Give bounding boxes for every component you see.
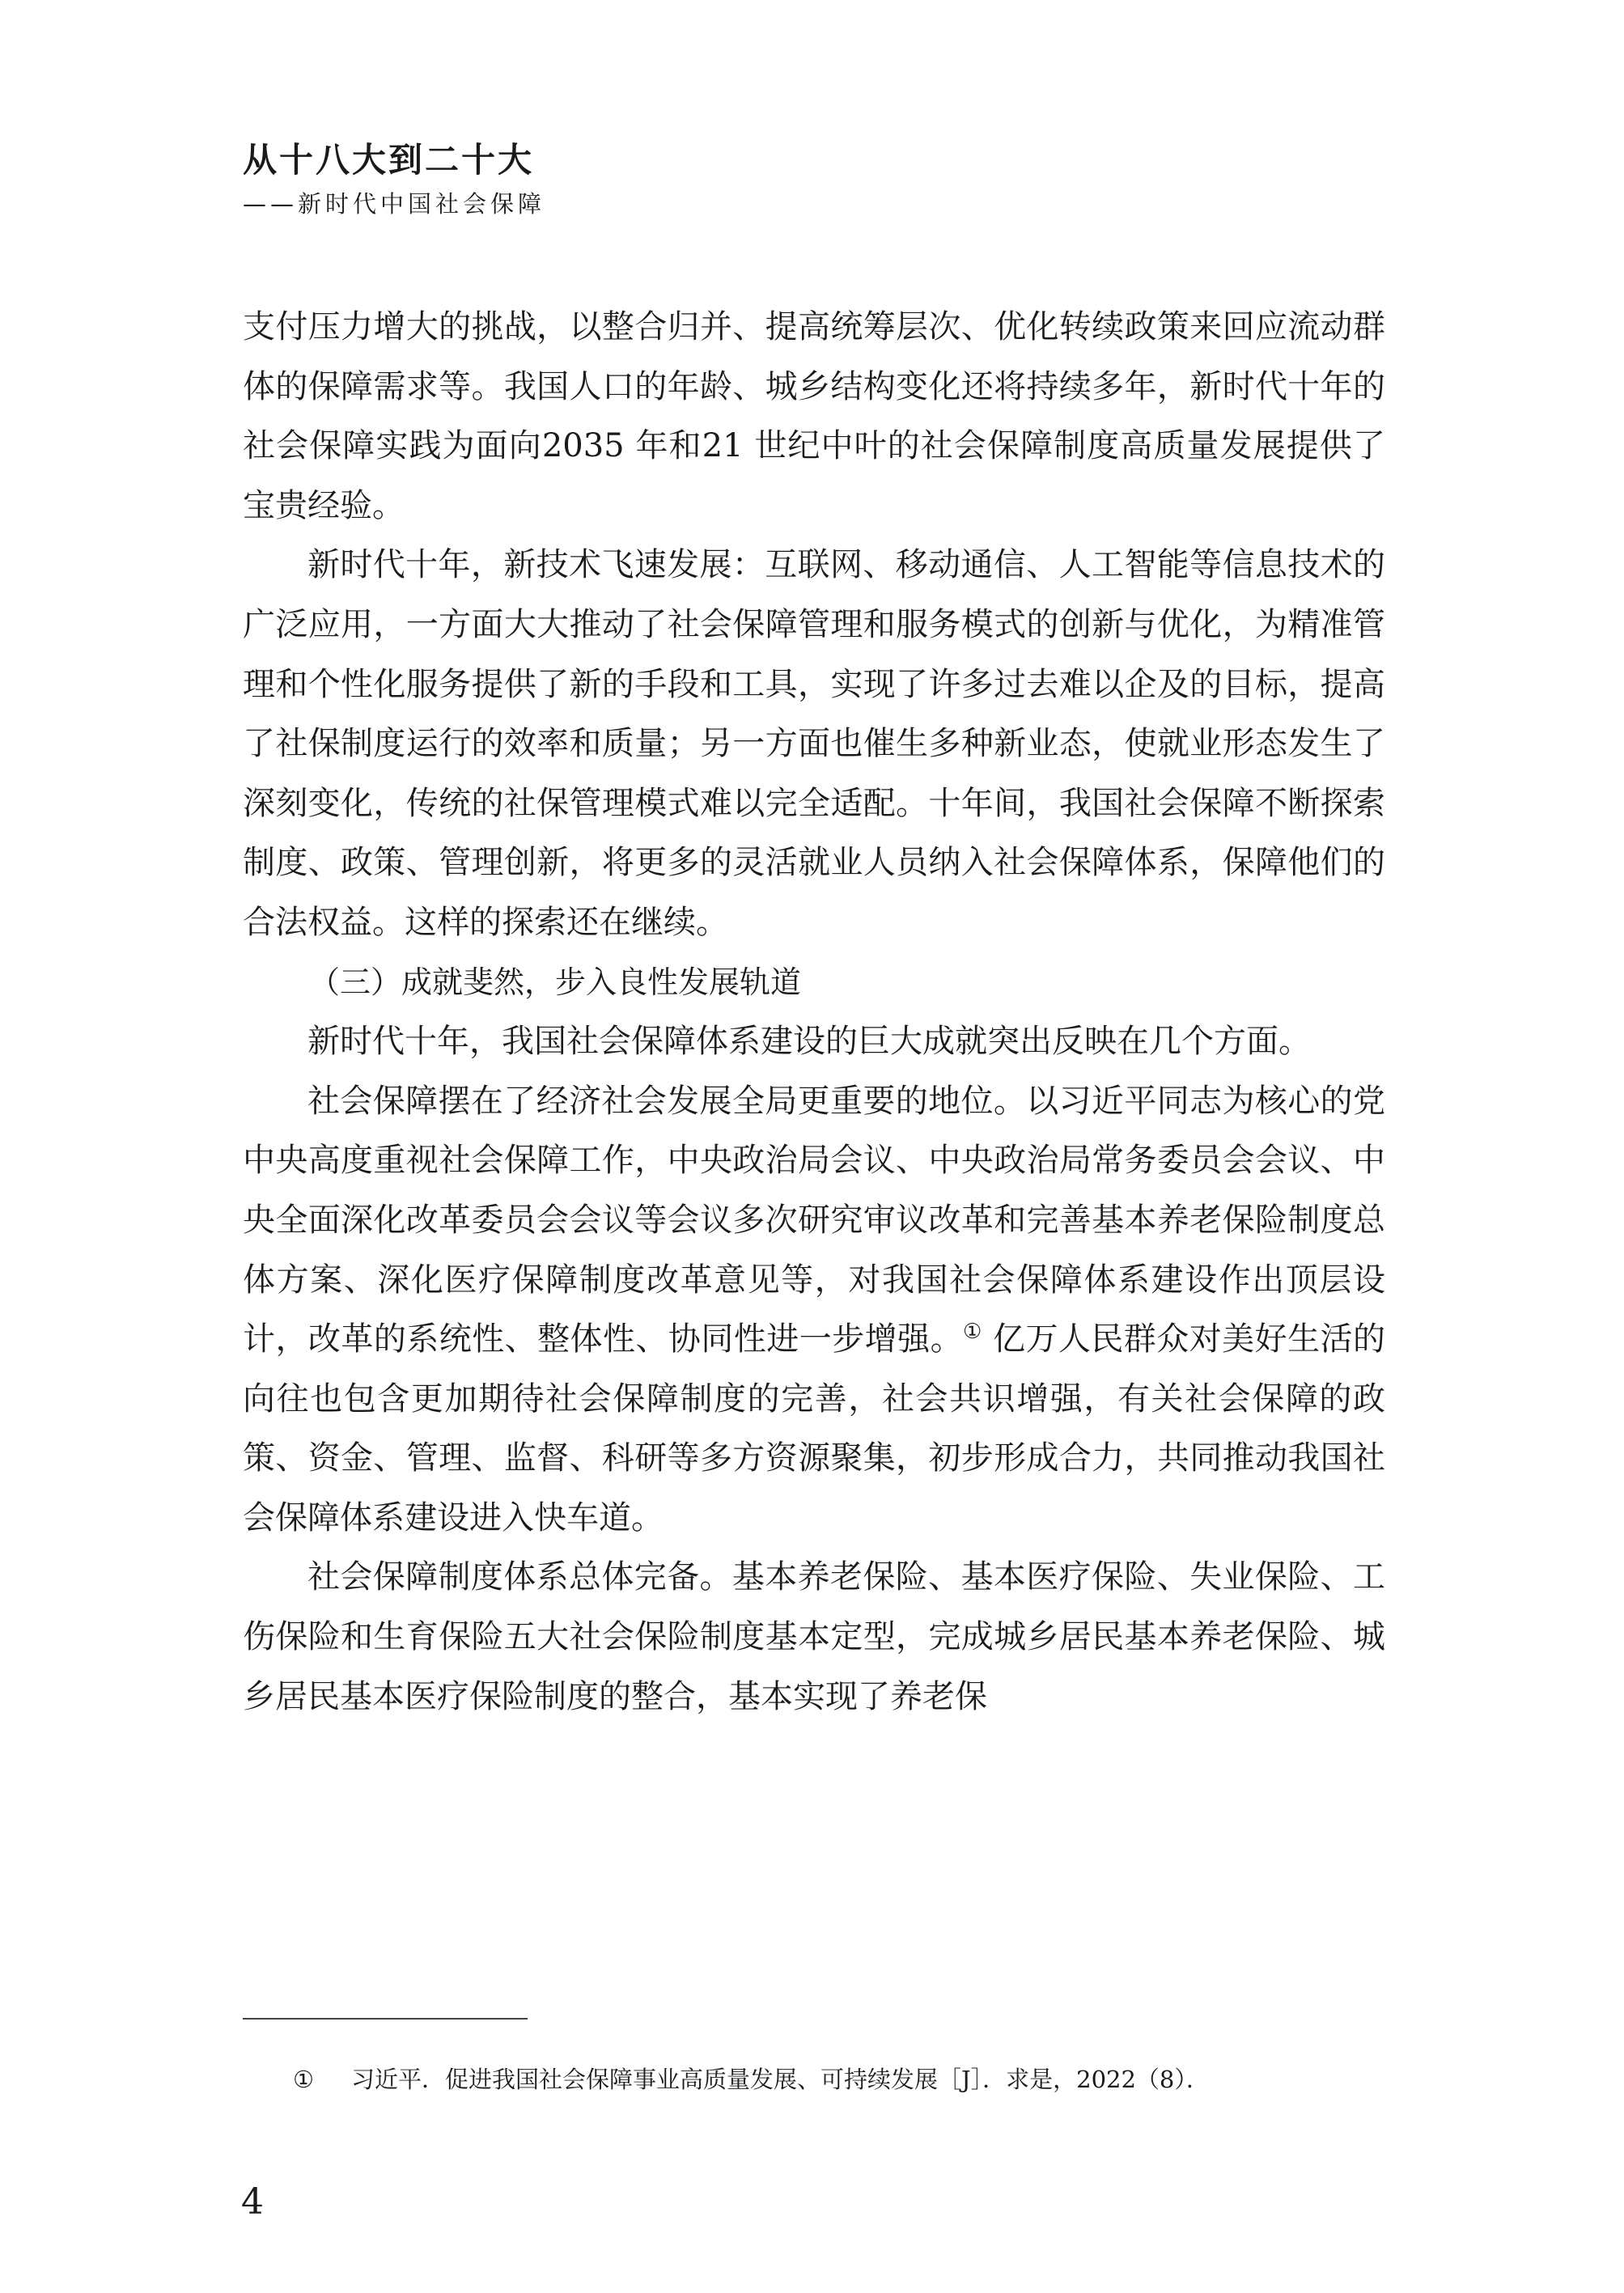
paragraph-social-security-status xyxy=(243,1072,1385,1549)
paragraph-system-completeness: 社会保障制度体系总体完备。基本养老保险、基本医疗保险、失业保险、工伤保险和生育保险五大社会保险制度基本定型，完成城乡居民基本养老保险、城乡居民基本医疗保险制度的整合，基本实现了养老保 xyxy=(243,1558,1385,1715)
footnote-text: 习近平．促进我国社会保障事业高质量发展、可持续发展［J］．求是，2022（8）． xyxy=(351,2066,1210,2093)
page-number: 4 xyxy=(241,2181,264,2223)
footnote-marker: ① xyxy=(293,2066,314,2093)
paragraph-new-technology: 新时代十年，新技术飞速发展：互联网、移动通信、人工智能等信息技术的广泛应用，一方面大大推动了社会保障管理和服务模式的创新与优化，为精准管理和个性化服务提供了新的手段和工具，实现了许多过去难以企及的目标，提高了社保制度运行的效率和质量；另一方面也催生多种新业态，使就业形态发生了深刻变化，传统的社保管理模式难以完全适配。十年间，我国社会保障不断探索制度、政策、管理创新，将更多的灵活就业人员纳入社会保障体系，保障他们的合法权益。这样的探索还在继续。 xyxy=(243,546,1385,941)
paragraph-achievements-intro: 新时代十年，我国社会保障体系建设的巨大成就突出反映在几个方面。 xyxy=(307,1023,1311,1061)
body-text xyxy=(243,298,1385,1727)
book-title: 从十八大到二十大 xyxy=(243,140,535,180)
paragraph-text-part-2: 亿万人民群众对美好生活的向往也包含更加期待社会保障制度的完善，社会共识增强，有关社会保障的政策、资金、管理、监督、科研等多方资源聚集，初步形成合力，共同推动我国社会保障体系建设进入快车道。 xyxy=(243,1320,1386,1536)
book-subtitle: ——新时代中国社会保障 xyxy=(243,190,546,218)
running-header xyxy=(243,136,545,222)
paragraph-text-part-1: 社会保障摆在了经济社会发展全局更重要的地位。以习近平同志为核心的党中央高度重视社会保障工作，中央政治局会议、中央政治局常务委员会会议、中央全面深化改革委员会会议等会议多次研究审议改革和完善基本养老保险制度总体方案、深化医疗保障制度改革意见等，对我国社会保障体系建设作出顶层设计，改革的系统性、整体性、协同性进一步增强。 xyxy=(243,1082,1385,1358)
footnote xyxy=(293,2063,1385,2096)
section-subheading: （三）成就斐然，步入良性发展轨道 xyxy=(309,964,802,1000)
footnote-divider xyxy=(243,2018,528,2020)
footnote-reference[interactable]: ① xyxy=(963,1320,982,1345)
paragraph-continued: 支付压力增大的挑战，以整合归并、提高统筹层次、优化转续政策来回应流动群体的保障需求等。我国人口的年龄、城乡结构变化还将持续多年，新时代十年的社会保障实践为面向2035 年和21 世纪中叶的社会保障制度高质量发展提供了宝贵经验。 xyxy=(243,308,1385,524)
